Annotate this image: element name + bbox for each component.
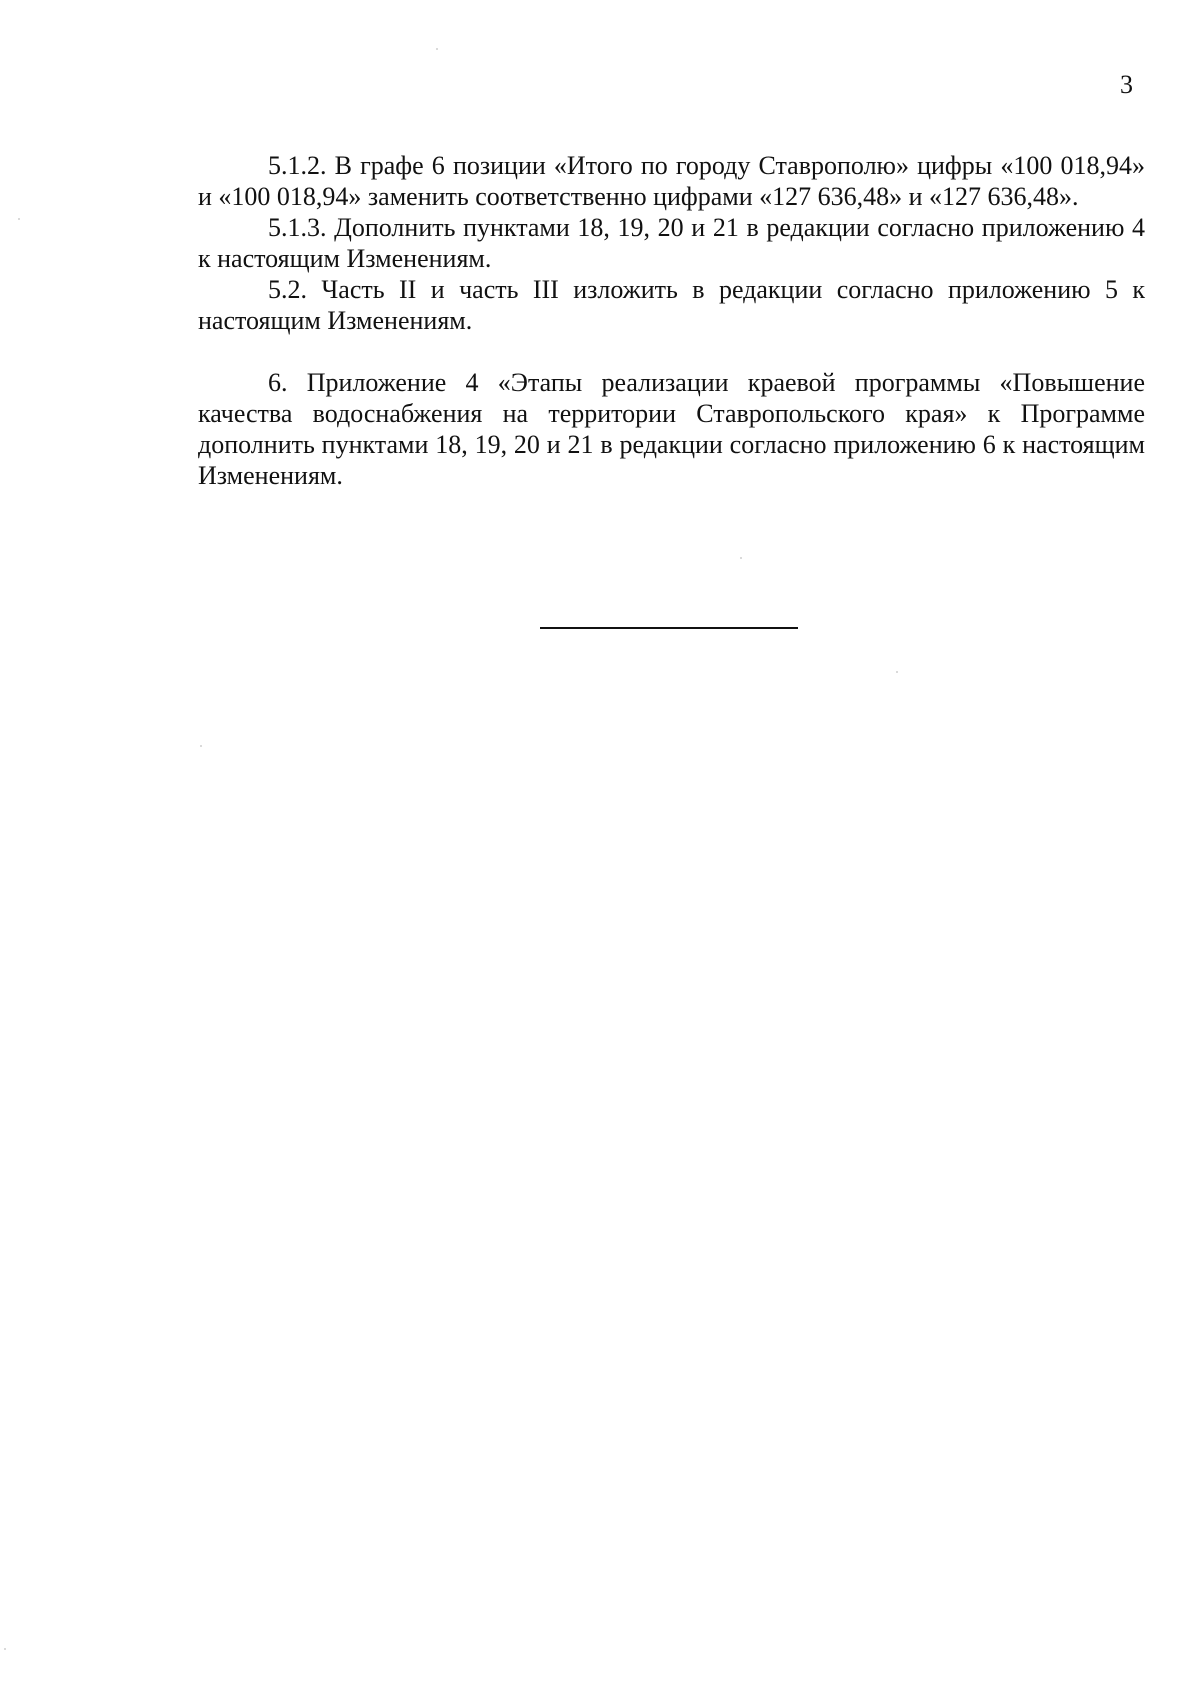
scan-speck (4, 1648, 6, 1650)
paragraph-5-2: 5.2. Часть II и часть III изложить в редакции согласно приложению 5 к настоящим Изменениям. (198, 275, 1145, 335)
scan-speck (200, 745, 202, 747)
scan-speck (740, 557, 742, 559)
paragraph-5-1-2: 5.1.2. В графе 6 позиции «Итого по городу Ставрополю» цифры «100 018,94» и «100 018,94» заменить соответственно цифрами «127 636,48» и «127 636,48». (198, 151, 1145, 211)
scan-speck (18, 218, 20, 220)
end-of-document-rule (540, 627, 798, 629)
page-number: 3 (1120, 70, 1133, 99)
document-body (198, 150, 1145, 491)
paragraph-5-1-3: 5.1.3. Дополнить пунктами 18, 19, 20 и 21 в редакции согласно приложению 4 к настоящим Изменениям. (198, 213, 1145, 273)
scan-speck (436, 48, 438, 50)
scan-speck (896, 671, 898, 673)
paragraph-6: 6. Приложение 4 «Этапы реализации краевой программы «Повышение качества водоснабжения на территории Ставропольского края» к Программе дополнить пунктами 18, 19, 20 и 21 в редакции согласно приложению 6 к настоящим Изменениям. (198, 368, 1145, 490)
